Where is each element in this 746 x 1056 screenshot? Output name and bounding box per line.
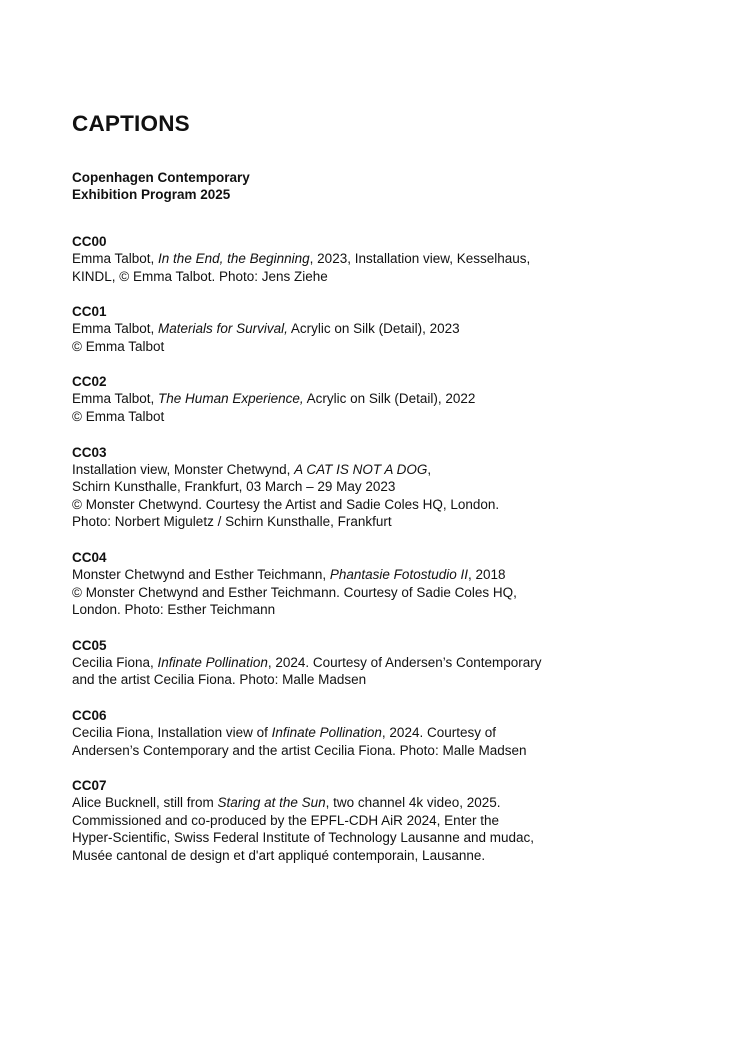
subtitle-line: Exhibition Program 2025: [72, 187, 231, 202]
caption-code: CC03: [72, 444, 107, 460]
caption-text: Schirn Kunsthalle, Frankfurt, 03 March – 29 May 2023: [72, 479, 396, 495]
caption-line: [72, 408, 692, 426]
caption-line: [72, 496, 692, 514]
caption-text: Musée cantonal de design et d'art appliqué contemporain, Lausanne.: [72, 847, 486, 863]
caption-code: CC02: [72, 374, 107, 390]
caption-code: CC07: [72, 778, 107, 794]
caption-text: Cecilia Fiona, Installation view of: [72, 724, 272, 740]
caption-text: © Monster Chetwynd. Courtesy the Artist and Sadie Coles HQ, London.: [72, 496, 500, 512]
caption-line: [72, 829, 692, 847]
caption-text: Acrylic on Silk (Detail), 2022: [303, 391, 476, 407]
caption-code: CC06: [72, 707, 107, 723]
caption-text: Andersen’s Contemporary and the artist Cecilia Fiona. Photo: Malle Madsen: [72, 742, 527, 758]
caption-line: [72, 724, 692, 742]
caption-text: Acrylic on Silk (Detail), 2023: [287, 321, 460, 337]
caption-entry: [72, 637, 692, 689]
caption-text: © Emma Talbot: [72, 408, 165, 424]
caption-line: [72, 338, 692, 356]
caption-line: [72, 390, 692, 408]
caption-entry: [72, 303, 692, 355]
caption-list: [72, 233, 692, 882]
caption-text: KINDL, © Emma Talbot. Photo: Jens Ziehe: [72, 268, 328, 284]
caption-text: Cecilia Fiona,: [72, 654, 158, 670]
caption-text: , 2018: [467, 566, 506, 582]
caption-title-italic: A CAT IS NOT A DOG: [294, 461, 428, 477]
caption-line: [72, 513, 692, 531]
caption-text: ,: [427, 461, 432, 477]
caption-code: CC04: [72, 549, 107, 565]
caption-code: CC05: [72, 637, 107, 653]
caption-entry: [72, 707, 692, 759]
caption-title-italic: Staring at the Sun: [217, 795, 326, 811]
caption-text: © Emma Talbot: [72, 338, 165, 354]
caption-title-italic: In the End, the Beginning: [158, 251, 310, 266]
caption-text: Alice Bucknell, still from: [72, 795, 218, 811]
caption-text: Monster Chetwynd and Esther Teichmann,: [72, 566, 330, 582]
caption-line: [72, 671, 692, 689]
caption-text: Photo: Norbert Miguletz / Schirn Kunsthalle, Frankfurt: [72, 514, 392, 530]
caption-text: Emma Talbot,: [72, 321, 159, 337]
caption-text: , 2024. Courtesy of: [381, 724, 496, 740]
caption-line: [72, 566, 692, 584]
caption-title-italic: The Human Experience,: [158, 391, 304, 407]
caption-line: [72, 601, 692, 619]
caption-text: Emma Talbot,: [72, 251, 159, 266]
caption-entry: [72, 777, 692, 864]
caption-entry: [72, 549, 692, 619]
caption-line: [72, 250, 692, 268]
caption-text: Commissioned and co-produced by the EPFL-CDH AiR 2024, Enter the: [72, 812, 499, 828]
caption-text: Hyper-Scientific, Swiss Federal Institute of Technology Lausanne and mudac,: [72, 830, 534, 846]
caption-line: [72, 742, 692, 760]
caption-line: [72, 584, 692, 602]
caption-line: [72, 478, 692, 496]
page-subtitle: [72, 169, 250, 203]
caption-title-italic: Infinate Pollination: [271, 724, 382, 740]
caption-entry: [72, 233, 692, 285]
caption-line: [72, 461, 692, 479]
caption-line: [72, 654, 692, 672]
caption-line: [72, 794, 692, 812]
caption-text: London. Photo: Esther Teichmann: [72, 602, 276, 618]
caption-text: , 2023, Installation view, Kesselhaus,: [309, 251, 531, 266]
caption-text: , two channel 4k video, 2025.: [325, 795, 501, 811]
caption-code: CC01: [72, 304, 107, 320]
caption-line: [72, 268, 692, 286]
caption-text: © Monster Chetwynd and Esther Teichmann. Courtesy of Sadie Coles HQ,: [72, 584, 517, 600]
caption-entry: [72, 373, 692, 425]
caption-text: , 2024. Courtesy of Andersen’s Contemporary: [267, 654, 542, 670]
caption-text: and the artist Cecilia Fiona. Photo: Malle Madsen: [72, 672, 367, 688]
caption-code: CC00: [72, 234, 107, 249]
caption-line: [72, 812, 692, 830]
caption-entry: [72, 444, 692, 531]
subtitle-line: Copenhagen Contemporary: [72, 170, 250, 185]
caption-title-italic: Phantasie Fotostudio II: [329, 566, 468, 582]
caption-text: Installation view, Monster Chetwynd,: [72, 461, 295, 477]
caption-title-italic: Materials for Survival,: [158, 321, 288, 337]
caption-title-italic: Infinate Pollination: [157, 654, 268, 670]
caption-line: [72, 320, 692, 338]
caption-text: Emma Talbot,: [72, 391, 159, 407]
page-title: CAPTIONS: [72, 111, 190, 136]
caption-line: [72, 847, 692, 865]
